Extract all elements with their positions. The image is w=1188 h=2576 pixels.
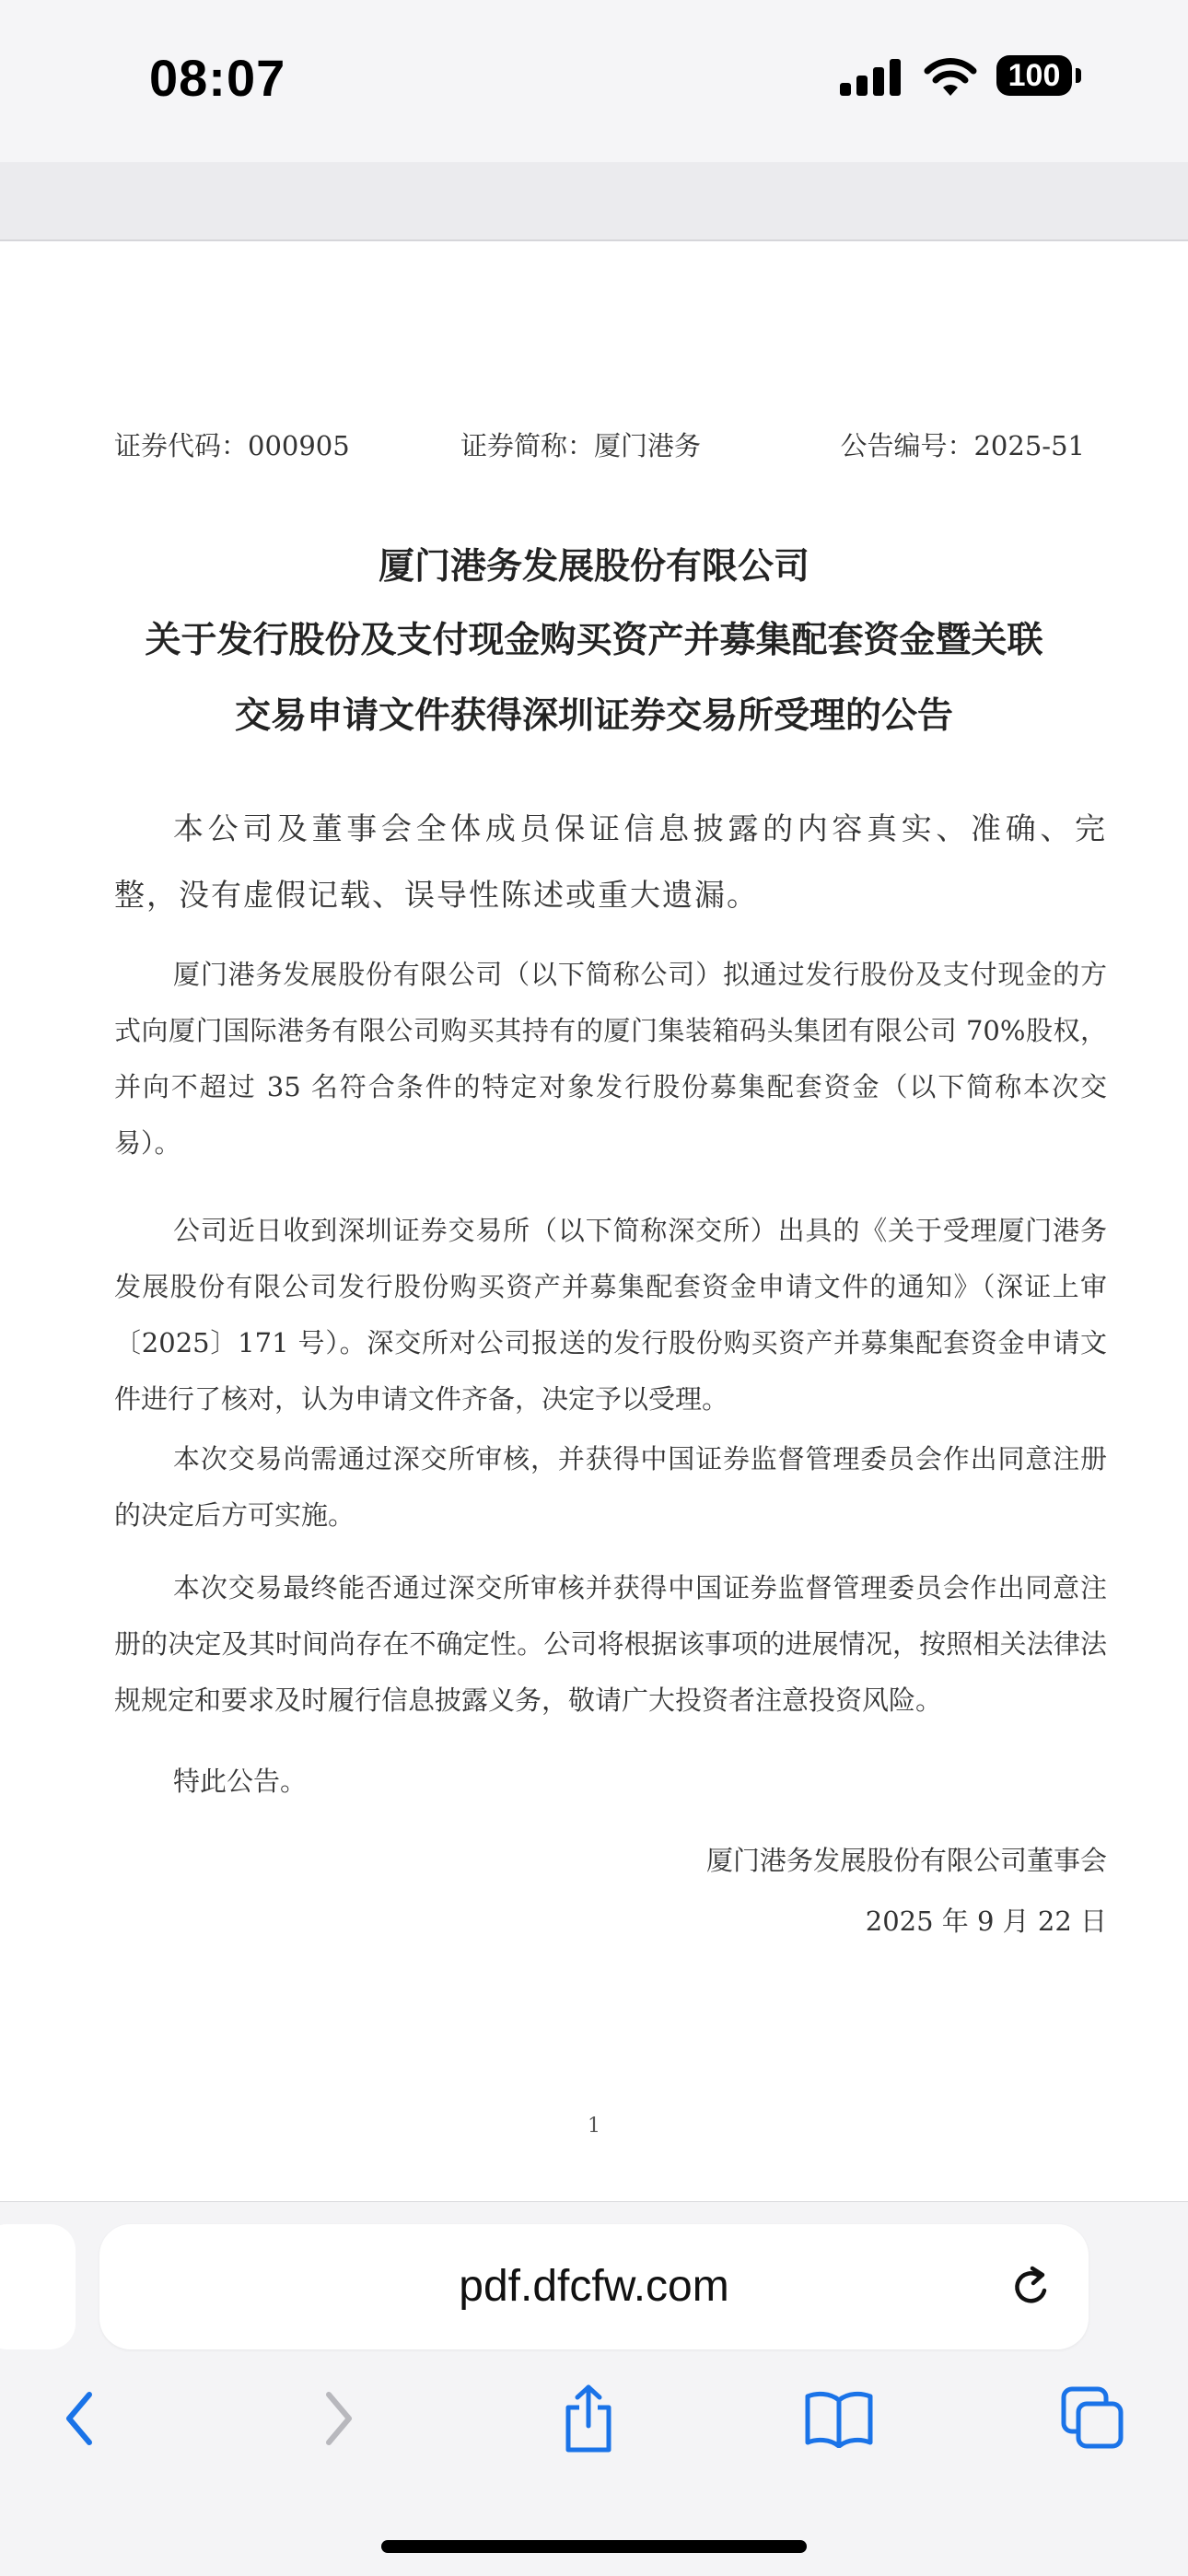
title-line-2: 关于发行股份及支付现金购买资产并募集配套资金暨关联: [145, 620, 1043, 661]
wifi-icon: [923, 57, 978, 98]
reload-icon[interactable]: [1007, 2263, 1055, 2311]
security-abbr: 证券简称：厦门港务: [460, 430, 702, 461]
board-declaration: 本公司及董事会全体成员保证信息披露的内容真实、准确、完整，没有虚假记载、误导性陈述或重大遗漏。: [114, 810, 1107, 913]
paragraph-closing: 特此公告。: [173, 1766, 308, 1797]
browser-bottom-bar: [0, 2201, 1188, 2576]
browser-top-strip: [0, 162, 1188, 241]
paragraph-transaction: 厦门港务发展股份有限公司（以下简称公司）拟通过发行股份及支付现金的方式向厦门国际港务有限公司购买其持有的厦门集装箱码头集团有限公司 70%股权，并向不超过 35 名符合条件的特定对象发行股份募集配套资金（以下简称本次交易）。: [114, 959, 1107, 1159]
title-line-3: 交易申请文件获得深圳证券交易所受理的公告: [234, 695, 953, 737]
url-text[interactable]: pdf.dfcfw.com: [459, 2262, 729, 2311]
forward-icon[interactable]: [316, 2389, 360, 2448]
bookmarks-button[interactable]: [788, 2368, 890, 2469]
status-bar: [0, 0, 1188, 162]
paragraph-risk: 本次交易最终能否通过深交所审核并获得中国证券监督管理委员会作出同意注册的决定及其时间尚存在不确定性。公司将根据该事项的进展情况，按照相关法律法规规定和要求及时履行信息披露义务，敬请广大投资者注意投资风险。: [114, 1572, 1107, 1716]
back-icon[interactable]: [58, 2389, 102, 2448]
announcement-number: 公告编号：2025-51: [840, 430, 1085, 461]
signature-board: 厦门港务发展股份有限公司董事会: [705, 1845, 1107, 1876]
battery-level: 100: [996, 55, 1072, 96]
bookmarks-icon[interactable]: [804, 2389, 874, 2448]
browser-nav-row: [0, 2368, 1188, 2469]
tabs-button[interactable]: [1042, 2368, 1144, 2469]
security-code: 证券代码：000905: [114, 430, 350, 461]
title-company: 厦门港务发展股份有限公司: [378, 546, 809, 588]
share-icon[interactable]: [559, 2384, 618, 2454]
back-button[interactable]: [29, 2368, 131, 2469]
home-indicator[interactable]: [381, 2540, 807, 2553]
share-button[interactable]: [538, 2368, 639, 2469]
battery-icon: [996, 55, 1081, 98]
status-time: 08:07: [149, 49, 286, 107]
paragraph-review: 本次交易尚需通过深交所审核，并获得中国证券监督管理委员会作出同意注册的决定后方可实施。: [114, 1443, 1107, 1531]
page-number: 1: [588, 2115, 600, 2138]
signature-date: 2025 年 9 月 22 日: [865, 1906, 1107, 1937]
forward-button[interactable]: [287, 2368, 389, 2469]
tabs-icon[interactable]: [1060, 2385, 1126, 2452]
pdf-page[interactable]: [0, 241, 1188, 2201]
signal-icon: [838, 59, 904, 96]
paragraph-acceptance: 公司近日收到深圳证券交易所（以下简称深交所）出具的《关于受理厦门港务发展股份有限公司发行股份购买资产并募集配套资金申请文件的通知》（深证上审〔2025〕171 号）。深交所对公司报送的发行股份购买资产并募集配套资金申请文件进行了核对，认为申请文件齐备，决定予以受理。: [114, 1215, 1107, 1415]
previous-tab-card[interactable]: [0, 2224, 76, 2349]
address-bar[interactable]: [99, 2224, 1089, 2349]
